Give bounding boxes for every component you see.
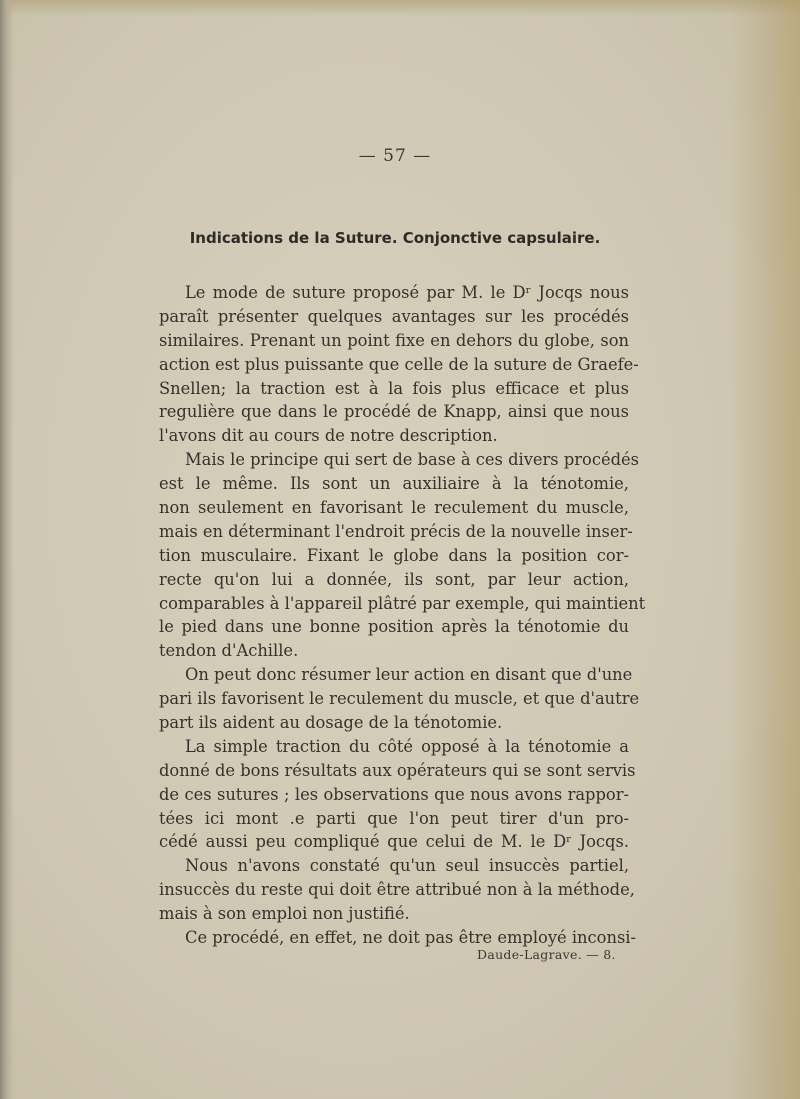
- text-line: cédé aussi peu compliqué que celui de M. le Dʳ Jocqs.: [159, 832, 629, 852]
- text-line: similaires. Prenant un point fixe en dehors du globe, son: [159, 330, 629, 350]
- text-line: de ces sutures ; les observations que nous avons rappor-: [159, 784, 629, 804]
- text-line: paraît présenter quelques avantages sur les procédés: [159, 306, 629, 326]
- text-line: mais en déterminant l'endroit précis de la nouvelle inser-: [159, 521, 633, 541]
- text-line: insuccès du reste qui doit être attribué non à la méthode,: [159, 880, 635, 900]
- text-line: tion musculaire. Fixant le globe dans la position cor-: [159, 545, 629, 565]
- text-line: Ce procédé, en effet, ne doit pas être employé inconsi-: [185, 928, 637, 948]
- printer-signature: Daude-Lagrave. — 8.: [477, 947, 616, 962]
- text-line: On peut donc résumer leur action en disant que d'une: [185, 665, 633, 685]
- page-top-edge: [0, 0, 800, 16]
- text-line: tées ici mont .e parti que l'on peut tirer d'un pro-: [159, 808, 629, 828]
- text-line: regulière que dans le procédé de Knapp, ainsi que nous: [159, 402, 629, 422]
- page-number: — 57 —: [358, 146, 432, 166]
- text-line: pari ils favorisent le reculement du muscle, et que d'autre: [159, 689, 640, 709]
- text-line: l'avons dit au cours de notre description.: [159, 426, 498, 446]
- text-line: mais à son emploi non justifié.: [159, 904, 410, 924]
- text-line: Snellen; la traction est à la fois plus efficace et plus: [159, 378, 629, 398]
- text-line: Le mode de suture proposé par M. le Dʳ Jocqs nous: [185, 283, 629, 302]
- text-line: Nous n'avons constaté qu'un seul insuccès partiel,: [185, 856, 629, 876]
- text-line: action est plus puissante que celle de la suture de Graefe-: [159, 354, 639, 374]
- text-line: part ils aident au dosage de la ténotomie.: [159, 713, 503, 733]
- text-line: non seulement en favorisant le reculement du muscle,: [159, 498, 629, 518]
- text-line: le pied dans une bonne position après la ténotomie du: [159, 617, 629, 637]
- text-line: comparables à l'appareil plâtré par exemple, qui maintient: [159, 593, 646, 613]
- text-line: donné de bons résultats aux opérateurs qui se sont servis: [159, 760, 636, 780]
- text-line: La simple traction du côté opposé à la ténotomie a: [185, 736, 629, 756]
- body-text: [159, 281, 646, 950]
- text-line: recte qu'on lui a donnée, ils sont, par leur action,: [159, 569, 629, 589]
- text-line: tendon d'Achille.: [159, 641, 299, 661]
- section-heading: Indications de la Suture. Conjonctive capsulaire.: [189, 229, 601, 247]
- text-line: est le même. Ils sont un auxiliaire à la ténotomie,: [159, 474, 629, 494]
- text-line: Mais le principe qui sert de base à ces divers procédés: [185, 450, 640, 470]
